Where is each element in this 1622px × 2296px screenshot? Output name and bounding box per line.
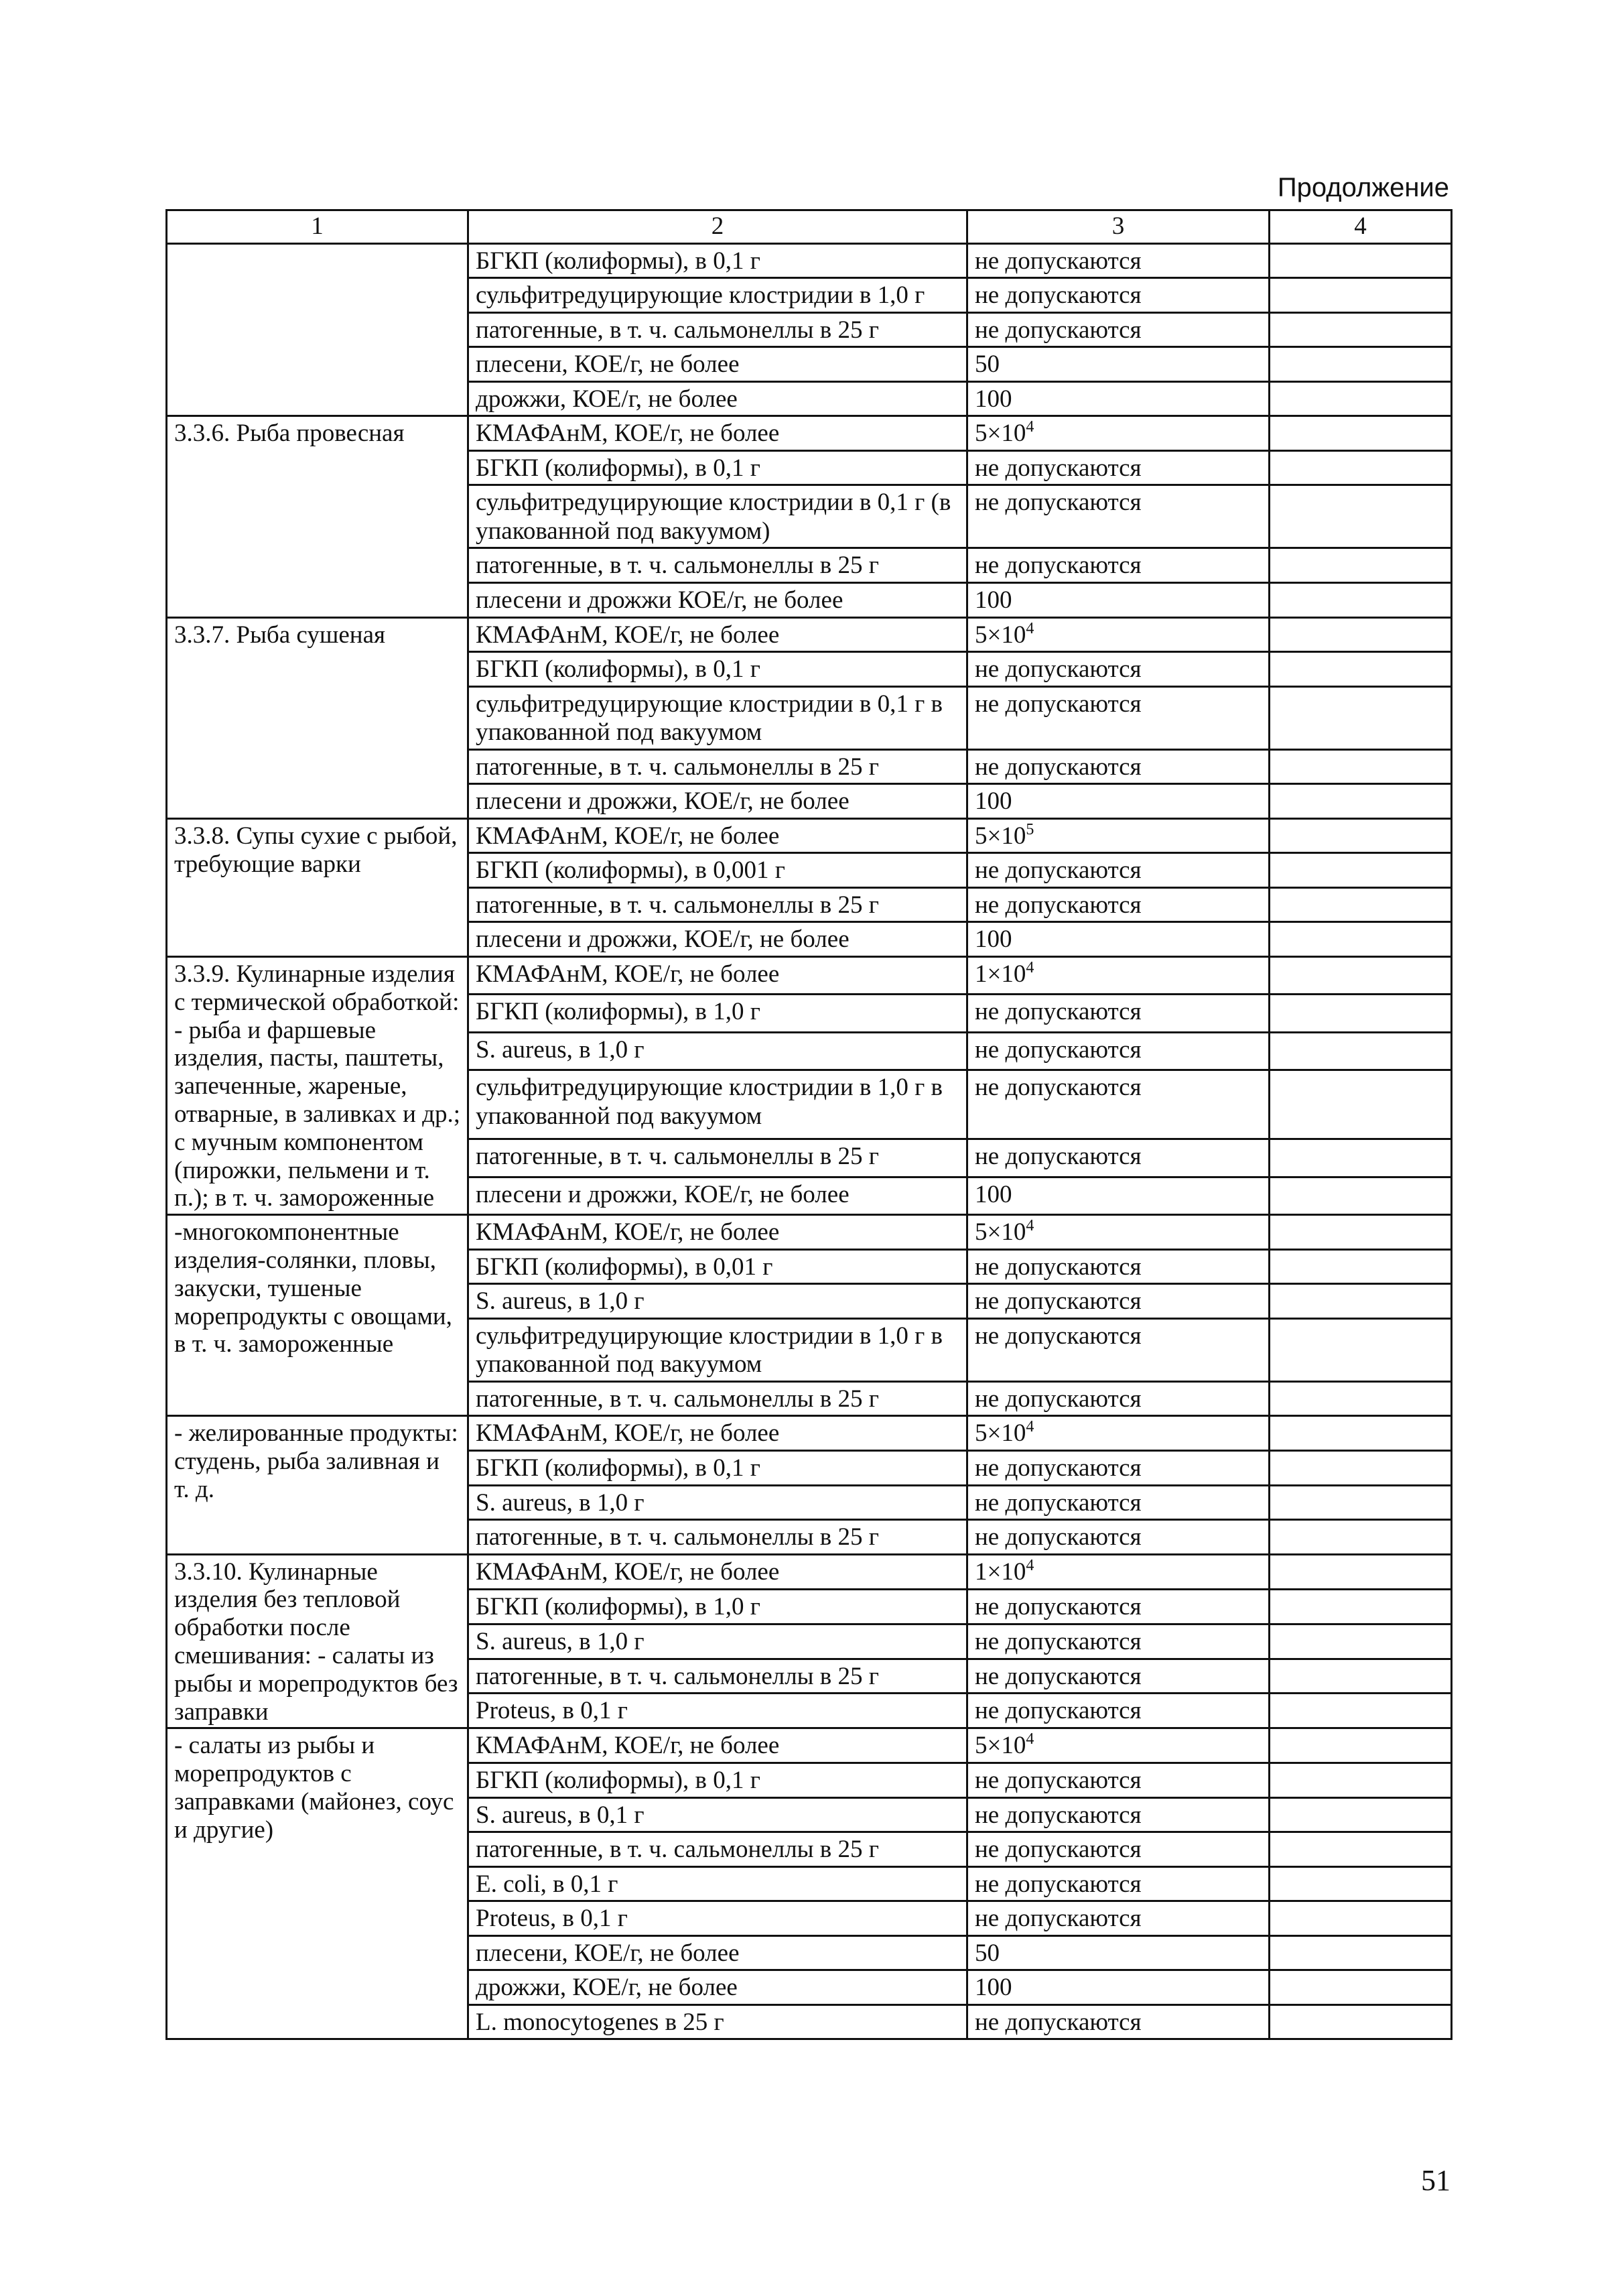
- norm-value: не допускаются: [975, 1385, 1142, 1413]
- note-cell: [1270, 1589, 1452, 1624]
- column-header: 3: [967, 210, 1270, 244]
- norm-cell: [967, 1935, 1270, 1970]
- product-cell: 3.3.8. Супы сухие с рыбой, требующие варки: [167, 818, 468, 956]
- norm-value: не допускаются: [975, 1627, 1142, 1655]
- note-cell: [1270, 347, 1452, 382]
- indicator-cell: патогенные, в т. ч. сальмонеллы в 25 г: [468, 1520, 967, 1555]
- indicator-cell: дрожжи, КОЕ/г, не более: [468, 1970, 967, 2005]
- note-cell: [1270, 1624, 1452, 1659]
- norm-exponent: 5: [1026, 820, 1034, 838]
- product-cell: 3.3.10. Кулинарные изделия без тепловой обработки после смешивания: - салаты из рыбы и морепродуктов без заправки: [167, 1554, 468, 1728]
- product-cell: [167, 243, 468, 416]
- indicator-cell: КМАФАнМ, КОЕ/г, не более: [468, 617, 967, 652]
- norm-cell: [967, 450, 1270, 485]
- indicator-cell: патогенные, в т. ч. сальмонеллы в 25 г: [468, 749, 967, 784]
- norm-cell: [967, 278, 1270, 313]
- indicator-cell: патогенные, в т. ч. сальмонеллы в 25 г: [468, 1139, 967, 1177]
- norm-value: не допускаются: [975, 891, 1142, 919]
- indicator-cell: S. aureus, в 1,0 г: [468, 1032, 967, 1070]
- norm-cell: [967, 1970, 1270, 2005]
- note-cell: [1270, 1249, 1452, 1284]
- norm-cell: [967, 887, 1270, 922]
- note-cell: [1270, 1032, 1452, 1070]
- norm-value: не допускаются: [975, 1322, 1142, 1350]
- norm-value: не допускаются: [975, 753, 1142, 781]
- continuation-label: Продолжение: [1277, 173, 1449, 202]
- note-cell: [1270, 1070, 1452, 1139]
- note-cell: [1270, 887, 1452, 922]
- note-cell: [1270, 1728, 1452, 1763]
- norm-value: не допускаются: [975, 1035, 1142, 1064]
- indicator-cell: плесени и дрожжи, КОЕ/г, не более: [468, 784, 967, 819]
- norm-exponent: 4: [1026, 959, 1034, 977]
- norm-cell: [967, 1624, 1270, 1659]
- note-cell: [1270, 548, 1452, 583]
- indicator-cell: плесени и дрожжи КОЕ/г, не более: [468, 583, 967, 618]
- table-row: [167, 1416, 1452, 1451]
- product-cell: 3.3.7. Рыба сушеная: [167, 617, 468, 818]
- column-header: 2: [468, 210, 967, 244]
- norm-cell: [967, 1901, 1270, 1936]
- note-cell: [1270, 1866, 1452, 1901]
- norm-value: не допускаются: [975, 1287, 1142, 1316]
- norm-value: 5×10: [975, 420, 1026, 448]
- norm-cell: [967, 1554, 1270, 1589]
- product-cell: -многокомпонентные изделия-солянки, пловы, закуски, тушеные морепродукты с овощами, в т. ч. замороженные: [167, 1215, 468, 1416]
- norm-cell: [967, 1728, 1270, 1763]
- norm-value: не допускаются: [975, 1767, 1142, 1794]
- note-cell: [1270, 1659, 1452, 1694]
- norm-value: не допускаются: [975, 1870, 1142, 1898]
- norm-value: не допускаются: [975, 1454, 1142, 1482]
- note-cell: [1270, 957, 1452, 995]
- note-cell: [1270, 922, 1452, 957]
- norm-cell: [967, 1694, 1270, 1728]
- note-cell: [1270, 1901, 1452, 1936]
- indicator-cell: патогенные, в т. ч. сальмонеллы в 25 г: [468, 887, 967, 922]
- norm-exponent: 4: [1026, 1556, 1034, 1574]
- norm-cell: [967, 853, 1270, 888]
- table-row: [167, 1728, 1452, 1763]
- norm-cell: [967, 381, 1270, 416]
- note-cell: [1270, 995, 1452, 1032]
- note-cell: [1270, 617, 1452, 652]
- note-cell: [1270, 1139, 1452, 1177]
- norm-cell: [967, 1381, 1270, 1416]
- norm-cell: [967, 1070, 1270, 1139]
- norms-table: [165, 209, 1452, 2040]
- note-cell: [1270, 1520, 1452, 1555]
- indicator-cell: БГКП (колиформы), в 0,1 г: [468, 1451, 967, 1486]
- indicator-cell: патогенные, в т. ч. сальмонеллы в 25 г: [468, 1659, 967, 1694]
- note-cell: [1270, 583, 1452, 618]
- table-row: [167, 416, 1452, 451]
- norm-cell: [967, 1763, 1270, 1798]
- indicator-cell: БГКП (колиформы), в 0,1 г: [468, 1763, 967, 1798]
- product-cell: 3.3.9. Кулинарные изделия с термической обработкой: - рыба и фаршевые изделия, пасты, паштеты, запеченные, жареные, отварные, в заливках и др.; с мучным компонентом (пирожки, пельмени и т. п.); в т. ч. замороженные: [167, 957, 468, 1215]
- indicator-cell: сульфитредуцирующие клостридии в 0,1 г (в упакованной под вакуумом): [468, 485, 967, 548]
- table-row: [167, 957, 1452, 995]
- note-cell: [1270, 1381, 1452, 1416]
- norm-cell: [967, 1589, 1270, 1624]
- note-cell: [1270, 686, 1452, 749]
- column-header: 1: [167, 210, 468, 244]
- norm-cell: [967, 784, 1270, 819]
- note-cell: [1270, 1416, 1452, 1451]
- indicator-cell: патогенные, в т. ч. сальмонеллы в 25 г: [468, 312, 967, 347]
- note-cell: [1270, 450, 1452, 485]
- indicator-cell: КМАФАнМ, КОЕ/г, не более: [468, 1728, 967, 1763]
- note-cell: [1270, 1554, 1452, 1589]
- norm-cell: [967, 2004, 1270, 2039]
- indicator-cell: патогенные, в т. ч. сальмонеллы в 25 г: [468, 548, 967, 583]
- norm-value: 5×10: [975, 1218, 1026, 1247]
- indicator-cell: БГКП (колиформы), в 1,0 г: [468, 995, 967, 1032]
- norm-value: 50: [975, 1939, 1000, 1967]
- norm-cell: [967, 1139, 1270, 1177]
- norm-exponent: 4: [1026, 619, 1034, 637]
- norm-value: 1×10: [975, 960, 1026, 988]
- norm-value: 5×10: [975, 1732, 1026, 1760]
- indicator-cell: E. coli, в 0,1 г: [468, 1866, 967, 1901]
- page-number: 51: [1421, 2164, 1450, 2197]
- table-row: [167, 617, 1452, 652]
- product-cell: - салаты из рыбы и морепродуктов с заправками (майонез, соус и другие): [167, 1728, 468, 2039]
- note-cell: [1270, 1797, 1452, 1832]
- note-cell: [1270, 749, 1452, 784]
- indicator-cell: КМАФАнМ, КОЕ/г, не более: [468, 957, 967, 995]
- norm-value: не допускаются: [975, 2008, 1142, 2036]
- note-cell: [1270, 485, 1452, 548]
- norm-cell: [967, 1215, 1270, 1250]
- product-cell: - желированные продукты: студень, рыба заливная и т. д.: [167, 1416, 468, 1554]
- note-cell: [1270, 853, 1452, 888]
- norm-cell: [967, 1249, 1270, 1284]
- indicator-cell: КМАФАнМ, КОЕ/г, не более: [468, 416, 967, 451]
- note-cell: [1270, 1284, 1452, 1319]
- table-row: [167, 243, 1452, 278]
- norm-cell: [967, 1177, 1270, 1214]
- norm-value: не допускаются: [975, 281, 1142, 310]
- norm-value: не допускаются: [975, 454, 1142, 482]
- norm-cell: [967, 1659, 1270, 1694]
- norm-exponent: 4: [1026, 418, 1034, 436]
- note-cell: [1270, 784, 1452, 819]
- table-body: [167, 243, 1452, 2039]
- indicator-cell: сульфитредуцирующие клостридии в 1,0 г в упакованной под вакуумом: [468, 1070, 967, 1139]
- indicator-cell: плесени и дрожжи, КОЕ/г, не более: [468, 1177, 967, 1214]
- indicator-cell: КМАФАнМ, КОЕ/г, не более: [468, 1416, 967, 1451]
- norm-value: не допускаются: [975, 856, 1142, 885]
- note-cell: [1270, 312, 1452, 347]
- norm-cell: [967, 1520, 1270, 1555]
- norm-cell: [967, 818, 1270, 853]
- norm-value: 50: [975, 350, 1000, 379]
- norm-cell: [967, 347, 1270, 382]
- column-number-row: [167, 210, 1452, 244]
- norm-value: не допускаются: [975, 1592, 1142, 1620]
- norm-value: 5×10: [975, 822, 1026, 850]
- norm-cell: [967, 416, 1270, 451]
- norm-cell: [967, 1284, 1270, 1319]
- indicator-cell: Proteus, в 0,1 г: [468, 1694, 967, 1728]
- norm-cell: [967, 1866, 1270, 1901]
- indicator-cell: БГКП (колиформы), в 0,1 г: [468, 652, 967, 687]
- norm-value: не допускаются: [975, 1253, 1142, 1281]
- norm-cell: [967, 1485, 1270, 1520]
- norm-exponent: 4: [1026, 1730, 1034, 1748]
- norm-cell: [967, 749, 1270, 784]
- indicator-cell: КМАФАнМ, КОЕ/г, не более: [468, 1554, 967, 1589]
- note-cell: [1270, 1763, 1452, 1798]
- norm-value: 1×10: [975, 1557, 1026, 1586]
- indicator-cell: сульфитредуцирующие клостридии в 1,0 г: [468, 278, 967, 313]
- norm-value: не допускаются: [975, 690, 1142, 718]
- norm-value: не допускаются: [975, 1662, 1142, 1690]
- norm-cell: [967, 995, 1270, 1032]
- norm-cell: [967, 1797, 1270, 1832]
- indicator-cell: БГКП (колиформы), в 0,01 г: [468, 1249, 967, 1284]
- indicator-cell: КМАФАнМ, КОЕ/г, не более: [468, 1215, 967, 1250]
- note-cell: [1270, 1318, 1452, 1381]
- indicator-cell: Proteus, в 0,1 г: [468, 1901, 967, 1936]
- norm-exponent: 4: [1026, 1418, 1034, 1436]
- indicator-cell: S. aureus, в 0,1 г: [468, 1797, 967, 1832]
- note-cell: [1270, 1935, 1452, 1970]
- note-cell: [1270, 818, 1452, 853]
- norm-value: не допускаются: [975, 316, 1142, 344]
- norm-cell: [967, 583, 1270, 618]
- indicator-cell: L. monocytogenes в 25 г: [468, 2004, 967, 2039]
- norm-value: 5×10: [975, 1419, 1026, 1448]
- norm-value: 100: [975, 1180, 1012, 1208]
- indicator-cell: S. aureus, в 1,0 г: [468, 1485, 967, 1520]
- note-cell: [1270, 1215, 1452, 1250]
- norm-cell: [967, 652, 1270, 687]
- indicator-cell: сульфитредуцирующие клостридии в 0,1 г в упакованной под вакуумом: [468, 686, 967, 749]
- indicator-cell: плесени, КОЕ/г, не более: [468, 347, 967, 382]
- norm-cell: [967, 686, 1270, 749]
- norm-cell: [967, 957, 1270, 995]
- product-cell: 3.3.6. Рыба провесная: [167, 416, 468, 617]
- norm-cell: [967, 1416, 1270, 1451]
- column-header: 4: [1270, 210, 1452, 244]
- indicator-cell: КМАФАнМ, КОЕ/г, не более: [468, 818, 967, 853]
- table-row: [167, 818, 1452, 853]
- indicator-cell: БГКП (колиформы), в 0,1 г: [468, 243, 967, 278]
- note-cell: [1270, 1485, 1452, 1520]
- norm-value: 100: [975, 926, 1012, 954]
- indicator-cell: сульфитредуцирующие клостридии в 1,0 г в упакованной под вакуумом: [468, 1318, 967, 1381]
- norm-cell: [967, 617, 1270, 652]
- norm-value: 100: [975, 385, 1012, 413]
- indicator-cell: БГКП (колиформы), в 0,001 г: [468, 853, 967, 888]
- norm-value: 100: [975, 586, 1012, 615]
- norm-value: 100: [975, 1974, 1012, 2002]
- norm-value: не допускаются: [975, 1074, 1142, 1102]
- note-cell: [1270, 381, 1452, 416]
- norm-value: не допускаются: [975, 1488, 1142, 1517]
- norm-value: не допускаются: [975, 247, 1142, 275]
- norm-value: не допускаются: [975, 1836, 1142, 1864]
- norm-cell: [967, 1832, 1270, 1867]
- norm-cell: [967, 1451, 1270, 1486]
- note-cell: [1270, 1970, 1452, 2005]
- norm-value: 5×10: [975, 621, 1026, 649]
- note-cell: [1270, 416, 1452, 451]
- norm-cell: [967, 548, 1270, 583]
- norm-value: не допускаются: [975, 1801, 1142, 1829]
- norm-cell: [967, 1318, 1270, 1381]
- norm-value: не допускаются: [975, 998, 1142, 1026]
- norm-cell: [967, 922, 1270, 957]
- note-cell: [1270, 278, 1452, 313]
- indicator-cell: БГКП (колиформы), в 0,1 г: [468, 450, 967, 485]
- norm-value: не допускаются: [975, 489, 1142, 517]
- note-cell: [1270, 1694, 1452, 1728]
- norm-value: не допускаются: [975, 1523, 1142, 1551]
- indicator-cell: плесени, КОЕ/г, не более: [468, 1935, 967, 1970]
- norm-value: не допускаются: [975, 655, 1142, 684]
- indicator-cell: S. aureus, в 1,0 г: [468, 1284, 967, 1319]
- indicator-cell: дрожжи, КОЕ/г, не более: [468, 381, 967, 416]
- norm-value: 100: [975, 787, 1012, 816]
- norm-value: не допускаются: [975, 1143, 1142, 1171]
- norm-value: не допускаются: [975, 1905, 1142, 1933]
- norm-cell: [967, 1032, 1270, 1070]
- norm-cell: [967, 243, 1270, 278]
- note-cell: [1270, 243, 1452, 278]
- note-cell: [1270, 1451, 1452, 1486]
- indicator-cell: БГКП (колиформы), в 1,0 г: [468, 1589, 967, 1624]
- norm-value: не допускаются: [975, 552, 1142, 580]
- note-cell: [1270, 2004, 1452, 2039]
- norm-cell: [967, 485, 1270, 548]
- norm-exponent: 4: [1026, 1217, 1034, 1235]
- indicator-cell: патогенные, в т. ч. сальмонеллы в 25 г: [468, 1832, 967, 1867]
- norm-cell: [967, 312, 1270, 347]
- norm-value: не допускаются: [975, 1697, 1142, 1725]
- indicator-cell: S. aureus, в 1,0 г: [468, 1624, 967, 1659]
- note-cell: [1270, 652, 1452, 687]
- table-row: [167, 1215, 1452, 1250]
- note-cell: [1270, 1832, 1452, 1867]
- indicator-cell: плесени и дрожжи, КОЕ/г, не более: [468, 922, 967, 957]
- note-cell: [1270, 1177, 1452, 1214]
- table-row: [167, 1554, 1452, 1589]
- indicator-cell: патогенные, в т. ч. сальмонеллы в 25 г: [468, 1381, 967, 1416]
